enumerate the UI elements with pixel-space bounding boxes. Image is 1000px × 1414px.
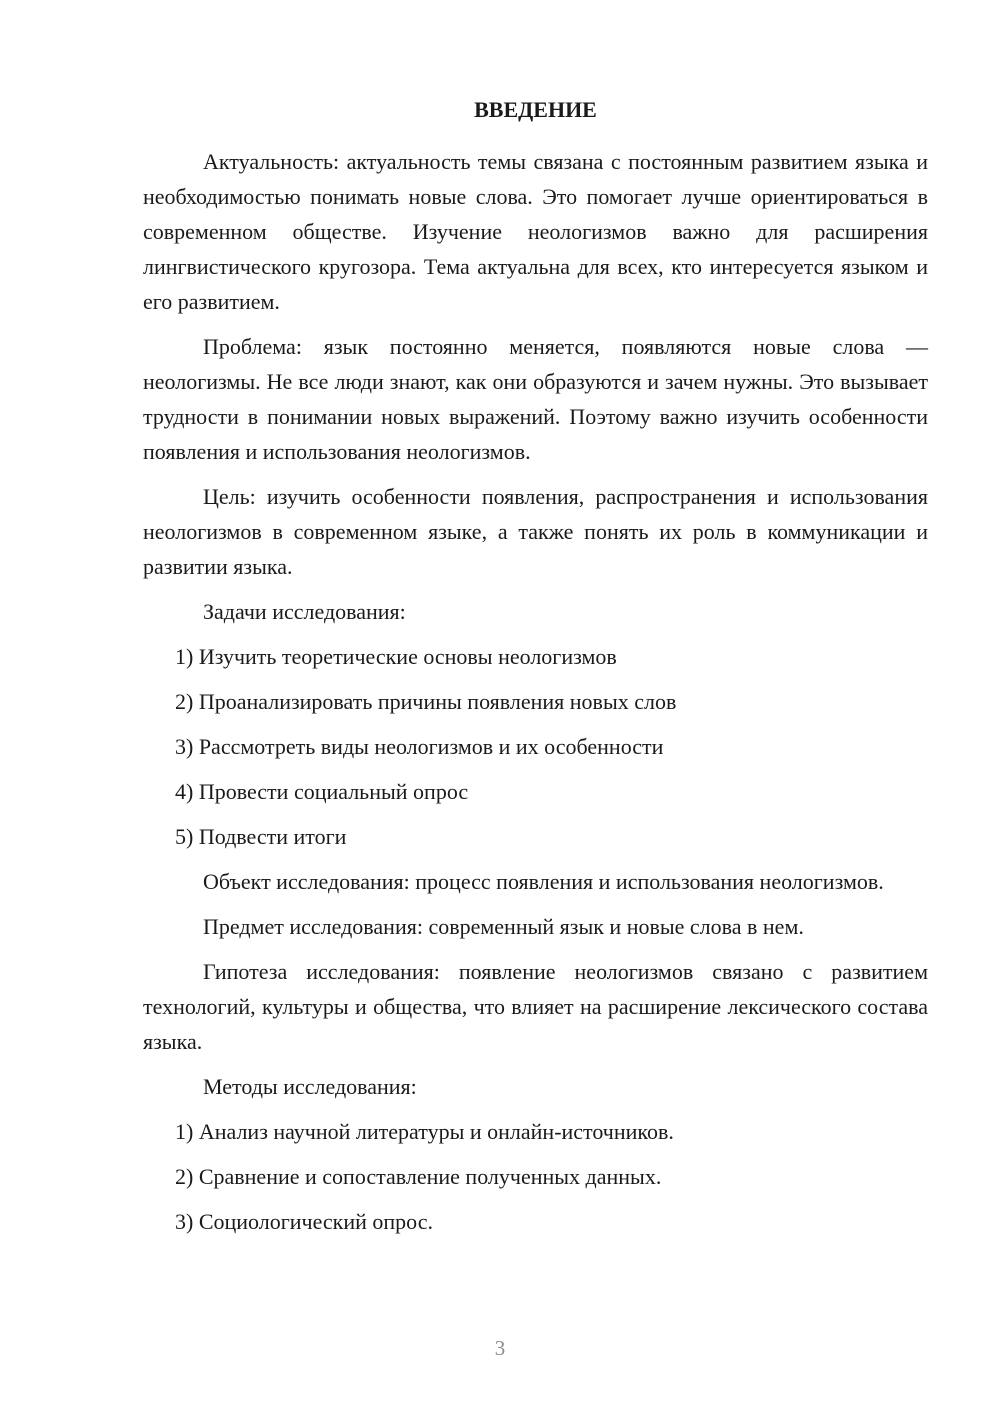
problem-paragraph: Проблема: язык постоянно меняется, появляются новые слова — неологизмы. Не все люди знают, как они образуются и зачем нужны. Это вызывает трудности в понимании новых выражений. Поэтому важно изучить особенности появления и использования неологизмов. [143,334,928,464]
hypothesis-paragraph: Гипотеза исследования: появление неологизмов связано с развитием технологий, культуры и общества, что влияет на расширение лексического состава языка. [143,959,928,1054]
page-number: 3 [494,1336,506,1360]
subject-paragraph: Предмет исследования: современный язык и новые слова в нем. [203,914,804,939]
page-title: ВВЕДЕНИЕ [474,97,597,122]
tasks-list [143,639,928,854]
methods-list [143,1114,928,1239]
list-item: 2) Проанализировать причины появления новых слов [175,689,677,714]
list-item: 4) Провести социальный опрос [175,779,469,804]
relevance-paragraph: Актуальность: актуальность темы связана с постоянным развитием языка и необходимостью понимать новые слова. Это помогает лучше ориентироваться в современном обществе. Изучение неологизмов важно для расширения лингвистического кругозора. Тема актуальна для всех, кто интересуется языком и его развитием. [143,149,928,314]
list-item: 1) Изучить теоретические основы неологизмов [175,644,617,669]
object-paragraph: Объект исследования: процесс появления и использования неологизмов. [203,869,884,894]
list-item: 5) Подвести итоги [175,824,347,849]
document-page [143,96,928,1249]
tasks-heading: Задачи исследования: [203,599,406,624]
goal-paragraph: Цель: изучить особенности появления, распространения и использования неологизмов в современном языке, а также понять их роль в коммуникации и развитии языка. [143,484,928,579]
list-item: 3) Рассмотреть виды неологизмов и их особенности [175,734,664,759]
list-item: 1) Анализ научной литературы и онлайн-источников. [175,1119,674,1144]
methods-heading: Методы исследования: [203,1074,417,1099]
list-item: 2) Сравнение и сопоставление полученных данных. [175,1164,662,1189]
list-item: 3) Социологический опрос. [175,1209,433,1234]
